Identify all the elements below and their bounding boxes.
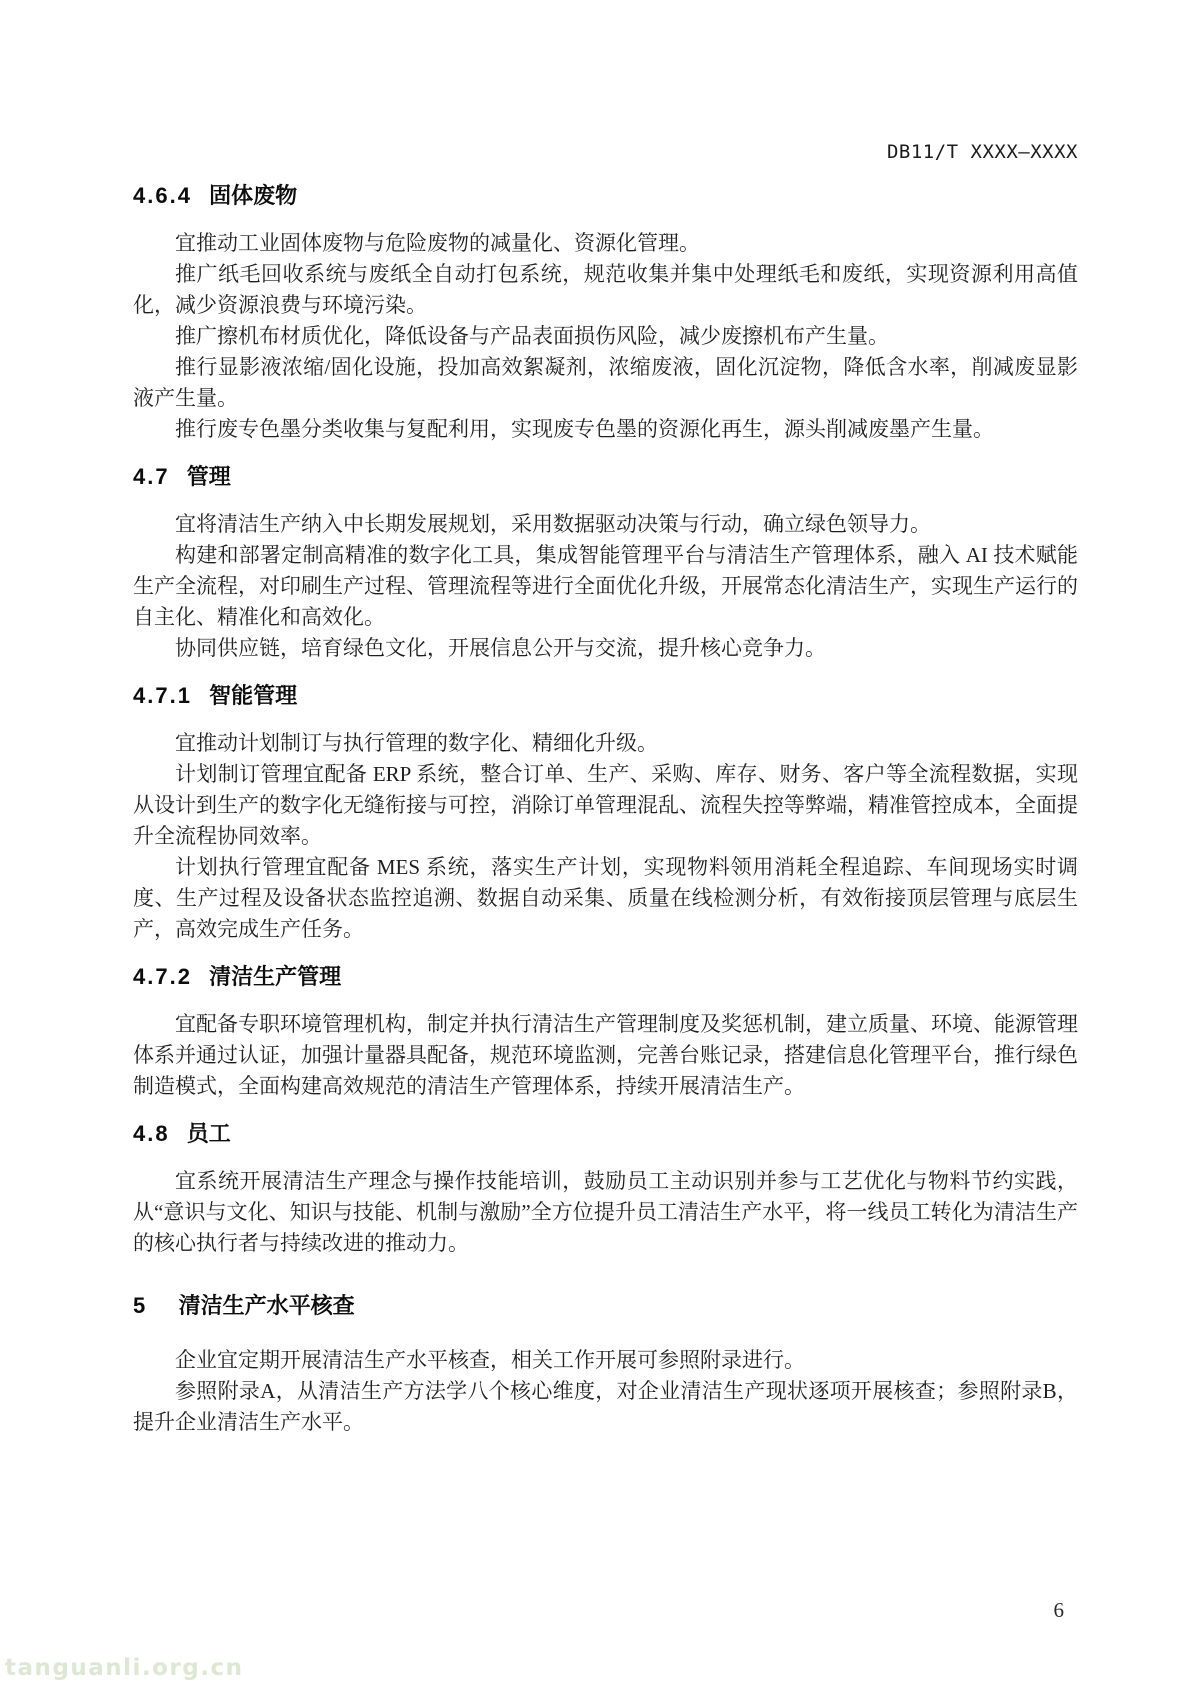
document-content bbox=[133, 140, 1078, 1438]
paragraph: 宜推动计划制订与执行管理的数字化、精细化升级。 bbox=[175, 731, 658, 755]
section-title: 管理 bbox=[186, 464, 231, 489]
section bbox=[133, 962, 1078, 1102]
page-header bbox=[133, 140, 1078, 164]
section-paragraphs bbox=[133, 728, 1078, 945]
section-heading bbox=[133, 1291, 1078, 1321]
section-title: 固体废物 bbox=[209, 183, 298, 208]
page-number: 6 bbox=[1053, 1598, 1064, 1622]
section bbox=[133, 681, 1078, 945]
section-paragraphs bbox=[133, 1009, 1078, 1102]
section-heading bbox=[133, 181, 1078, 211]
section bbox=[133, 462, 1078, 664]
paragraph: 宜推动工业固体废物与危险废物的减量化、资源化管理。 bbox=[175, 231, 700, 255]
section-paragraphs bbox=[133, 509, 1078, 664]
paragraph: 宜配备专职环境管理机构，制定并执行清洁生产管理制度及奖惩机制，建立质量、环境、能源管理体系并通过认证，加强计量器具配备，规范环境监测，完善台账记录，搭建信息化管理平台，推行绿色制造模式，全面构建高效规范的清洁生产管理体系，持续开展清洁生产。 bbox=[133, 1012, 1078, 1098]
section-title: 员工 bbox=[186, 1121, 231, 1146]
section-number: 4.7.2 bbox=[133, 964, 192, 989]
section-number: 4.7 bbox=[133, 464, 170, 489]
section-heading bbox=[133, 962, 1078, 992]
paragraph: 宜将清洁生产纳入中长期发展规划，采用数据驱动决策与行动，确立绿色领导力。 bbox=[175, 512, 931, 536]
paragraph: 推广纸毛回收系统与废纸全自动打包系统，规范收集并集中处理纸毛和废纸，实现资源利用高值化，减少资源浪费与环境污染。 bbox=[133, 262, 1078, 317]
section-heading bbox=[133, 462, 1078, 492]
section-number: 4.7.1 bbox=[133, 683, 192, 708]
section-paragraphs bbox=[133, 1345, 1078, 1438]
section-number: 4.8 bbox=[133, 1121, 170, 1146]
doc-code: DB11/T XXXX—XXXX bbox=[886, 141, 1078, 163]
section-title: 智能管理 bbox=[209, 683, 298, 708]
paragraph: 宜系统开展清洁生产理念与操作技能培训，鼓励员工主动识别并参与工艺优化与物料节约实践，从“意识与文化、知识与技能、机制与激励”全方位提升员工清洁生产水平，将一线员工转化为清洁生产的核心执行者与持续改进的推动力。 bbox=[133, 1169, 1078, 1255]
paragraph: 企业宜定期开展清洁生产水平核查，相关工作开展可参照附录进行。 bbox=[175, 1348, 805, 1372]
section-heading bbox=[133, 681, 1078, 711]
section-paragraphs bbox=[133, 1166, 1078, 1259]
paragraph: 推行废专色墨分类收集与复配利用，实现废专色墨的资源化再生，源头削减废墨产生量。 bbox=[175, 417, 994, 441]
paragraph: 协同供应链，培育绿色文化，开展信息公开与交流，提升核心竞争力。 bbox=[175, 636, 826, 660]
section-heading bbox=[133, 1119, 1078, 1149]
paragraph: 参照附录A，从清洁生产方法学八个核心维度，对企业清洁生产现状逐项开展核查；参照附录B，提升企业清洁生产水平。 bbox=[133, 1379, 1078, 1434]
paragraph: 计划执行管理宜配备 MES 系统，落实生产计划，实现物料领用消耗全程追踪、车间现场实时调度、生产过程及设备状态监控追溯、数据自动采集、质量在线检测分析，有效衔接顶层管理与底层生产，高效完成生产任务。 bbox=[133, 855, 1078, 941]
watermark: tanguanli.org.cn bbox=[5, 1655, 244, 1681]
section-paragraphs bbox=[133, 228, 1078, 445]
paragraph: 计划制订管理宜配备 ERP 系统，整合订单、生产、采购、库存、财务、客户等全流程数据，实现从设计到生产的数字化无缝衔接与可控，消除订单管理混乱、流程失控等弊端，精准管控成本，全面提升全流程协同效率。 bbox=[133, 762, 1078, 848]
section-title: 清洁生产水平核查 bbox=[178, 1293, 355, 1318]
paragraph: 推行显影液浓缩/固化设施，投加高效絮凝剂，浓缩废液，固化沉淀物，降低含水率，削减废显影液产生量。 bbox=[133, 355, 1078, 410]
section-title: 清洁生产管理 bbox=[209, 964, 342, 989]
section bbox=[133, 1291, 1078, 1438]
section-number: 4.6.4 bbox=[133, 183, 192, 208]
section bbox=[133, 181, 1078, 445]
paragraph: 构建和部署定制高精准的数字化工具，集成智能管理平台与清洁生产管理体系，融入 AI 技术赋能生产全流程，对印刷生产过程、管理流程等进行全面优化升级，开展常态化清洁生产，实现生产运行的自主化、精准化和高效化。 bbox=[133, 543, 1078, 629]
section-number: 5 bbox=[133, 1293, 148, 1318]
section bbox=[133, 1119, 1078, 1259]
paragraph: 推广擦机布材质优化，降低设备与产品表面损伤风险，减少废擦机布产生量。 bbox=[175, 324, 889, 348]
document-body bbox=[133, 181, 1078, 1438]
